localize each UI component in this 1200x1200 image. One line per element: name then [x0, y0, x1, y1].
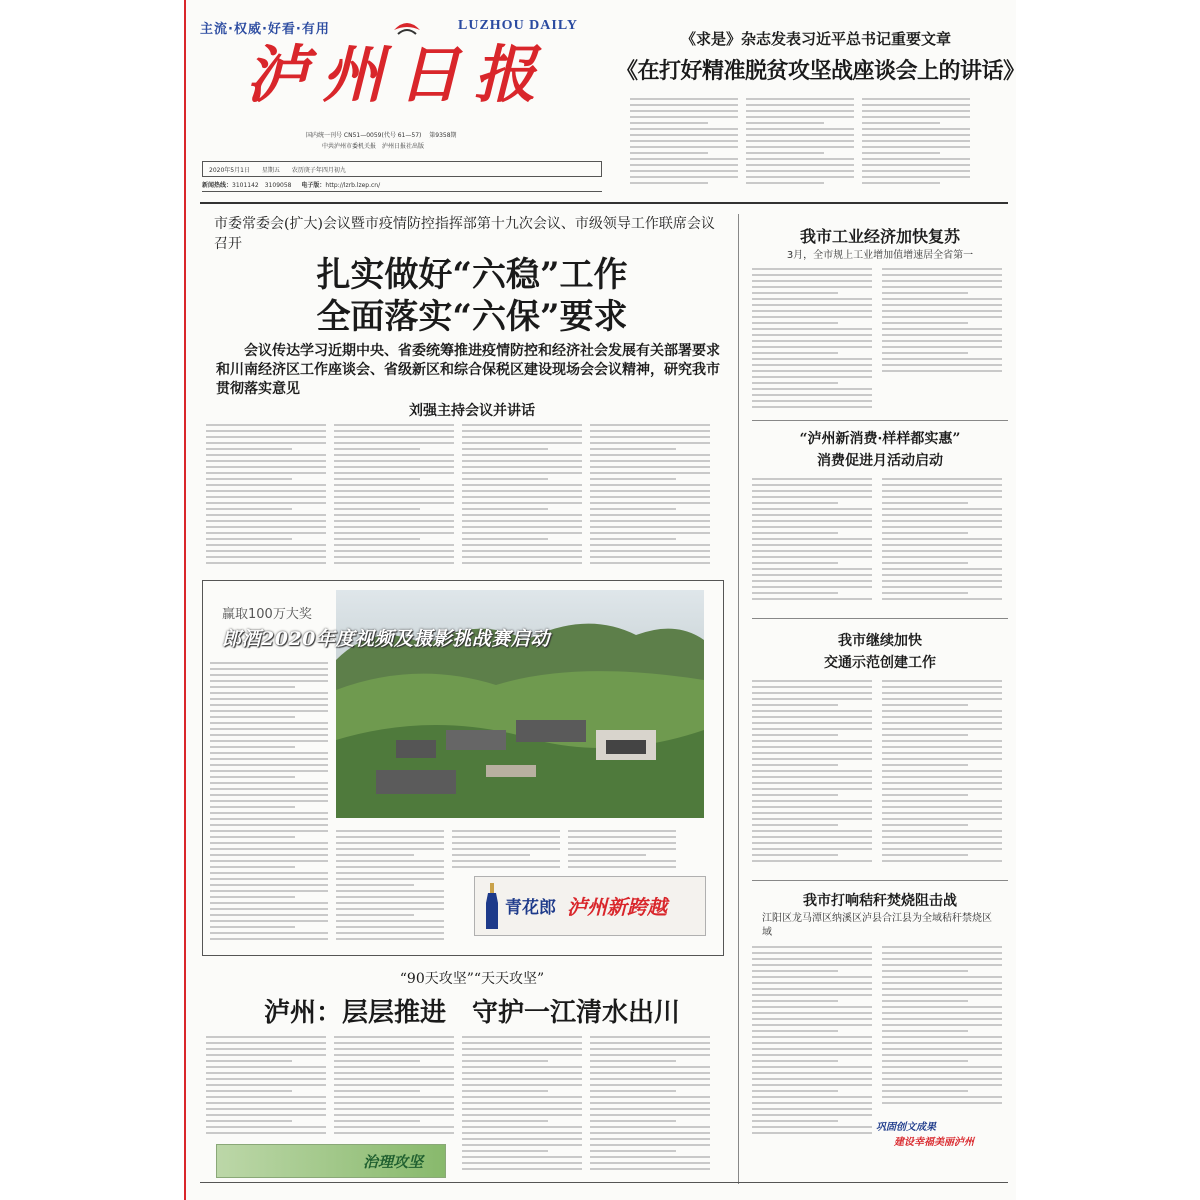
river-story-body — [334, 1036, 454, 1140]
right-story-4-body — [752, 946, 872, 1142]
banner-line-1: 巩固创文成果 — [876, 1122, 936, 1133]
river-story-body — [590, 1036, 710, 1176]
masthead-emblem — [392, 18, 422, 38]
top-story-kicker: 《求是》杂志发表习近平总书记重要文章 — [680, 30, 951, 48]
right-story-1-headline: 我市工业经济加快复苏 — [799, 227, 960, 246]
epaper-url[interactable]: http://lzrb.lzep.cn/ — [325, 182, 381, 189]
right-divider — [752, 618, 1008, 619]
weekday: 星期五 — [261, 166, 280, 174]
river-story-body — [206, 1036, 326, 1140]
banner-line-2: 建设幸福美丽泸州 — [894, 1137, 974, 1148]
issue-number: 第9358期 — [429, 132, 457, 139]
masthead-date-bar — [202, 161, 602, 177]
ad-banner[interactable] — [474, 876, 706, 936]
lead-story-body — [590, 424, 710, 572]
right-story-3-body — [752, 680, 872, 870]
right-divider — [752, 880, 1008, 881]
date: 2020年5月1日 — [209, 166, 250, 174]
masthead-hotline-bar — [202, 180, 602, 192]
right-story-4-subhead: 江阳区龙马潭区纳溪区泸县合江县为全域秸秆禁烧区域 — [762, 913, 992, 938]
masthead-slogan: 主流·权威·好看·有用 — [200, 22, 330, 37]
right-story-1-body — [752, 268, 872, 416]
right-story-2-body — [752, 478, 872, 606]
right-story-2-subhead: 消费促进月活动启动 — [817, 453, 943, 469]
lead-story-headline-1: 扎实做好“六稳”工作 — [316, 255, 628, 295]
masthead-divider — [200, 202, 1008, 204]
river-footer-banner — [216, 1144, 446, 1178]
right-story-1-subhead: 3月，全市规上工业增加值增速居全省第一 — [786, 250, 974, 261]
right-story-2-body — [882, 478, 1002, 606]
river-story-body — [462, 1036, 582, 1176]
lunar-date: 农历庚子年四月初九 — [291, 166, 346, 174]
right-story-4-body — [882, 946, 1002, 1112]
column-divider — [738, 214, 739, 1184]
right-divider — [752, 420, 1008, 421]
masthead-english-name: LUZHOU DAILY — [458, 18, 579, 33]
right-story-1-body — [882, 268, 1002, 380]
top-story-body — [862, 98, 970, 190]
photo-feature-body — [210, 662, 328, 946]
pub-code: 国内统一刊号 CN51—0059(代号 61—57) — [306, 132, 422, 139]
ad-slogan: 泸州新跨越 — [567, 895, 667, 919]
lead-story-body — [206, 424, 326, 572]
lead-story-body — [334, 424, 454, 572]
epaper-label: 电子版： — [301, 182, 326, 189]
top-story-headline: 《在打好精准脱贫攻坚战座谈会上的讲话》 — [616, 58, 1025, 84]
right-story-3-subhead: 交通示范创建工作 — [824, 655, 936, 671]
river-story-kicker: “90天攻坚”“天天攻坚” — [399, 971, 545, 987]
lead-story-headline-2: 全面落实“六保”要求 — [316, 297, 628, 337]
top-story-body — [630, 98, 738, 190]
newspaper-page — [184, 0, 1025, 1200]
right-story-2-headline: “泸州新消费·样样都实惠” — [799, 431, 961, 447]
ad-brand: 青花郎 — [505, 898, 556, 918]
photo-feature-body — [336, 830, 444, 946]
lead-story-byline: 刘强主持会议并讲话 — [409, 403, 535, 419]
right-story-4-headline: 我市打响秸秆焚烧阻击战 — [803, 893, 957, 909]
ad-bottle-icon — [485, 883, 499, 931]
lead-story-body — [462, 424, 582, 572]
bottom-right-banner — [876, 1118, 1008, 1152]
lead-story-subhead: 会议传达学习近期中央、省委统筹推进疫情防控和经济社会发展有关部署要求和川南经济区工作座谈会、省级新区和综合保税区建设现场会会议精神，研究我市贯彻落实意见 — [216, 343, 720, 397]
photo-feature-kicker: 赢取100万大奖 — [222, 607, 312, 622]
footer-rule — [200, 1182, 1008, 1183]
right-story-3-headline: 我市继续加快 — [838, 633, 922, 649]
masthead-publisher: 中共泸州市委机关报 泸州日报社出版 — [322, 143, 425, 150]
right-story-3-body — [882, 680, 1002, 870]
hotline-label: 新闻热线： — [202, 182, 233, 189]
photo-feature-headline: 郎酒2020年度视频及摄影挑战赛启动 — [222, 628, 550, 650]
masthead-pub-code — [306, 130, 457, 139]
lead-story-kicker: 市委常委会(扩大)会议暨市疫情防控指挥部第十九次会议、市级领导工作联席会议召开 — [214, 216, 715, 252]
masthead-title: 泸州日报 — [246, 38, 551, 111]
hotline: 3101142 3109058 — [232, 182, 292, 189]
river-footer-banner-text: 治理攻坚 — [363, 1153, 424, 1171]
river-story-headline: 泸州：层层推进 守护一江清水出川 — [263, 998, 680, 1028]
photo-feature-body — [452, 830, 560, 870]
top-story-body — [746, 98, 854, 190]
photo-feature-body — [568, 830, 676, 870]
